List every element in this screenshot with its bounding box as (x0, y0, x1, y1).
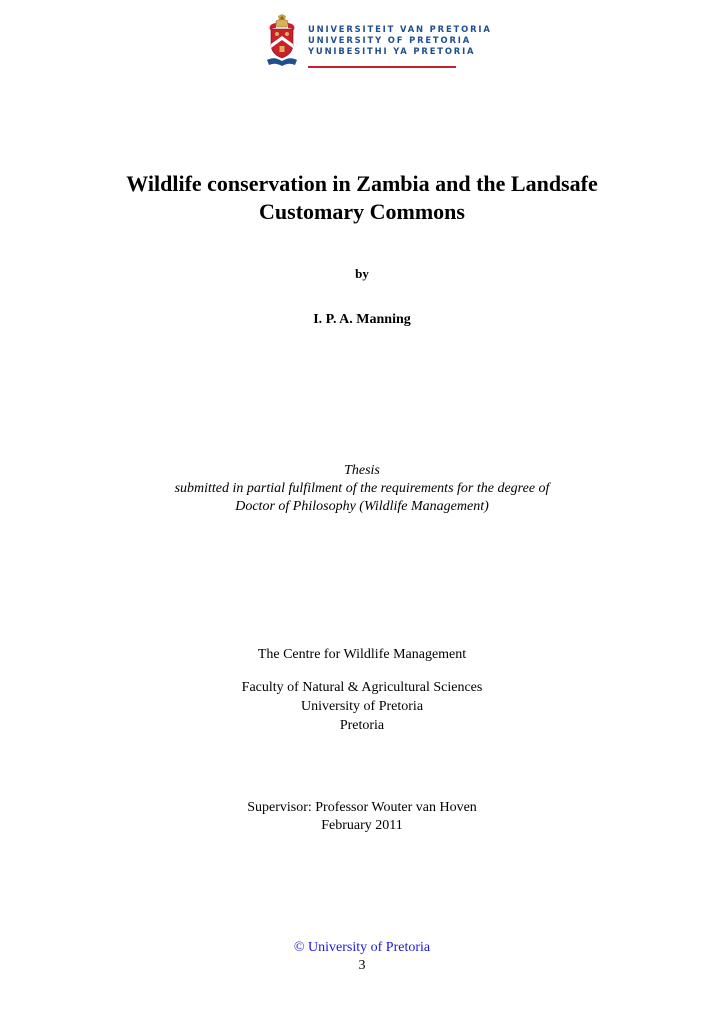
centre-name: The Centre for Wildlife Management (257, 647, 467, 662)
university-logo (264, 14, 492, 72)
page-number: 3 (358, 958, 366, 973)
supervisor-block (0, 799, 724, 835)
university-name-sepedi: YUNIBESITHI YA PRETORIA (308, 46, 476, 56)
thesis-statement-line-2: submitted in partial fulfilment of the requirements for the degree of (174, 481, 550, 496)
thesis-statement-line-3: Doctor of Philosophy (Wildlife Management) (235, 499, 489, 514)
thesis-title-line-1: Wildlife conservation in Zambia and the Landsafe (126, 171, 598, 196)
university-name-english: UNIVERSITY OF PRETORIA (308, 35, 472, 45)
supervisor-name: Supervisor: Professor Wouter van Hoven (247, 800, 477, 815)
thesis-title-line-2: Customary Commons (259, 199, 465, 224)
faculty-name: Faculty of Natural & Agricultural Sciences (241, 680, 483, 695)
city-name: Pretoria (339, 718, 385, 733)
university-names (308, 24, 492, 57)
university-crest-icon (264, 14, 300, 68)
thesis-title (0, 170, 724, 226)
faculty-block (0, 678, 724, 735)
university-name-afrikaans: UNIVERSITEIT VAN PRETORIA (308, 24, 492, 34)
by-label: by (355, 266, 369, 281)
thesis-statement (0, 462, 724, 516)
logo-underline (308, 66, 456, 68)
university-name: University of Pretoria (300, 699, 424, 714)
copyright-notice: © University of Pretoria (293, 940, 431, 955)
thesis-statement-line-1: Thesis (344, 463, 380, 478)
author-name: I. P. A. Manning (313, 312, 411, 327)
submission-date: February 2011 (321, 818, 403, 833)
